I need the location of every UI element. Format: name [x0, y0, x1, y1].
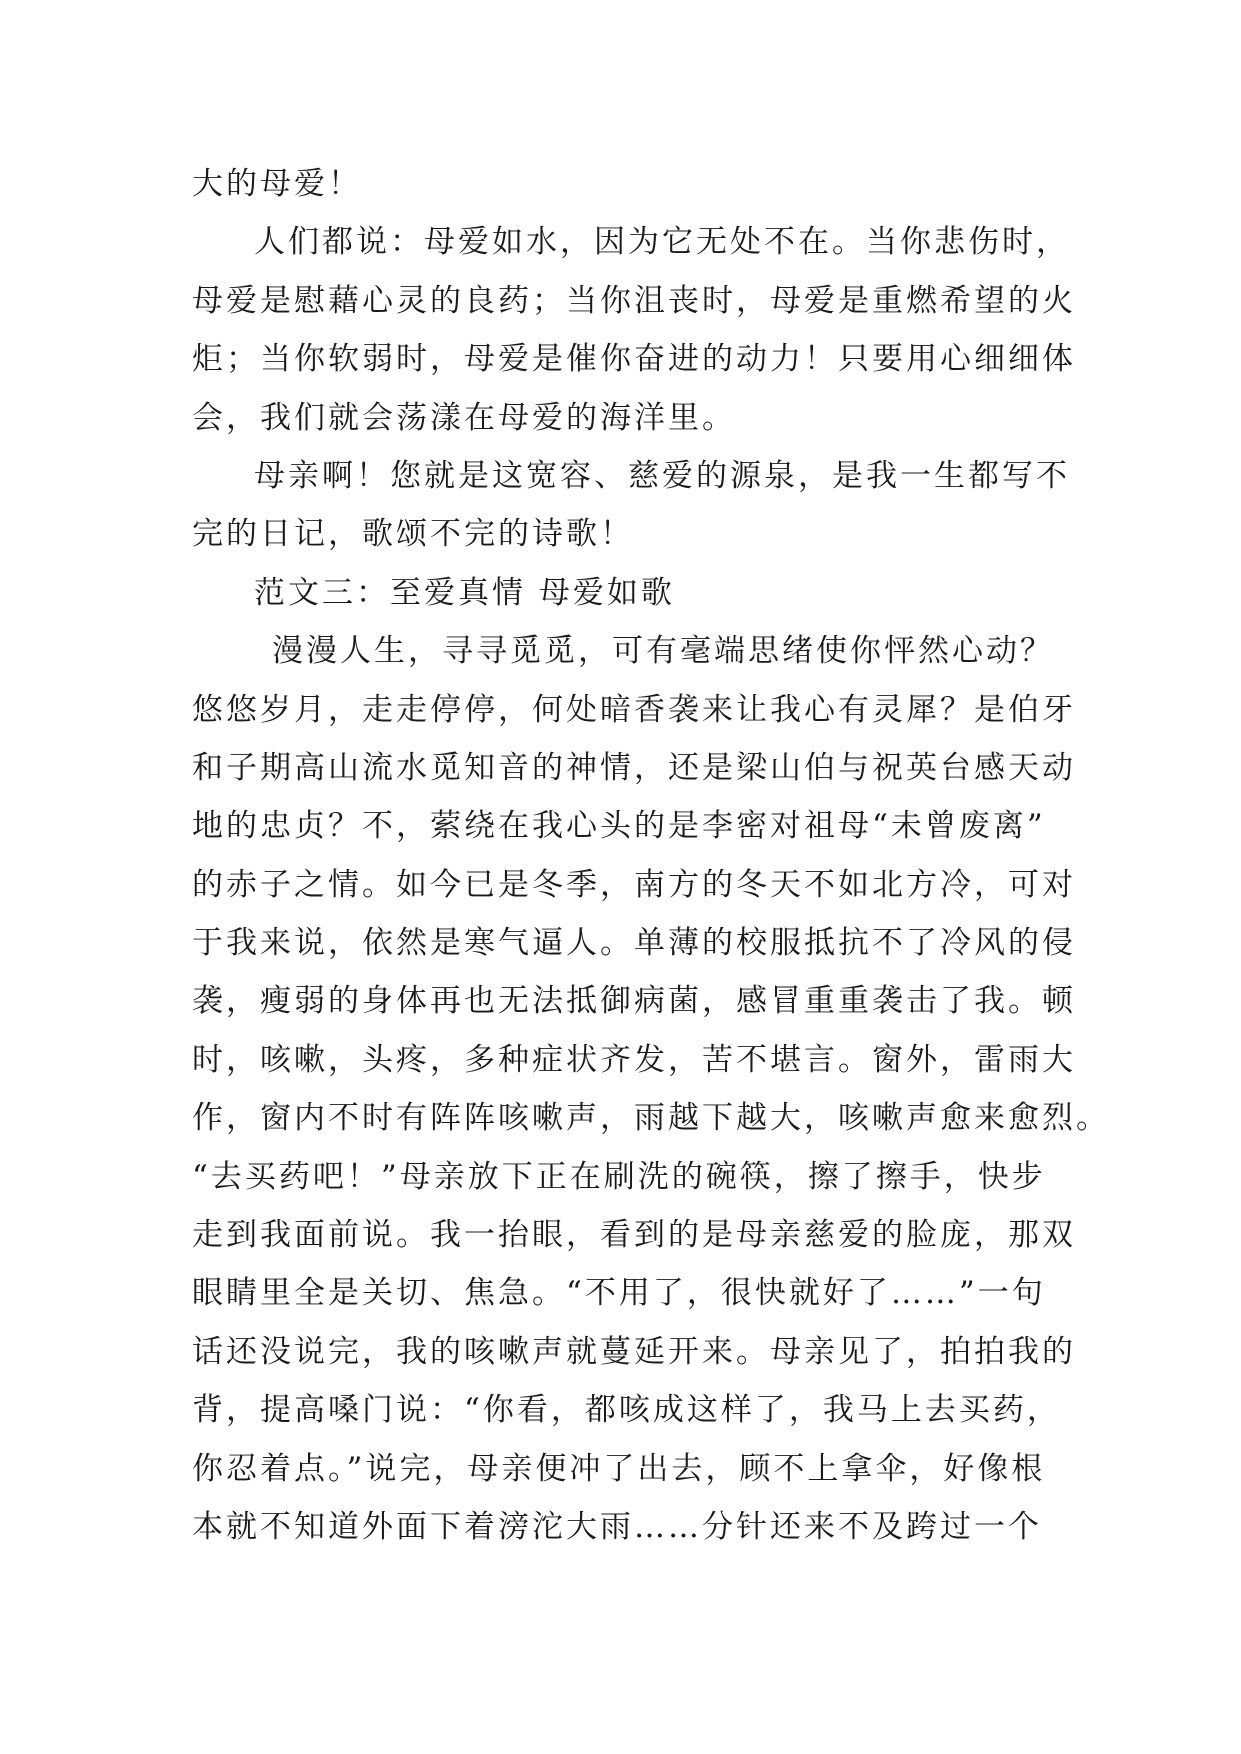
paragraph-start-line: 人们都说：母爱如水，因为它无处不在。当你悲伤时，: [254, 224, 1070, 261]
paragraph-start-line: 母亲啊！您就是这宽容、慈爱的源泉，是我一生都写不: [254, 457, 1070, 494]
text-line: 母爱是慰藉心灵的良药；当你沮丧时，母爱是重燃希望的火: [192, 282, 1076, 319]
text-line: 时，咳嗽，头疼，多种症状齐发，苦不堪言。窗外，雷雨大: [192, 1041, 1076, 1078]
text-line: 背，提高嗓门说：“你看，都咳成这样了，我马上去买药，: [192, 1392, 1061, 1429]
text-line: 本就不知道外面下着滂沱大雨……分针还来不及跨过一个: [192, 1508, 1042, 1545]
text-line: 地的忠贞？不，萦绕在我心头的是李密对祖母“未曾废离”: [192, 808, 1046, 845]
text-line: 话还没说完，我的咳嗽声就蔓延开来。母亲见了，拍拍我的: [192, 1333, 1076, 1370]
text-line: 炬；当你软弱时，母爱是催你奋进的动力！只要用心细细体: [192, 341, 1076, 378]
text-line: “去买药吧！”母亲放下正在刷洗的碗筷，擦了擦手，快步: [192, 1158, 1046, 1195]
text-line: 和子期高山流水觅知音的神情，还是梁山伯与祝英台感天动: [192, 749, 1076, 786]
text-line: 走到我面前说。我一抬眼，看到的是母亲慈爱的脸庞，那双: [192, 1217, 1076, 1254]
text-line: 袭，瘦弱的身体再也无法抵御病菌，感冒重重袭击了我。顿: [192, 983, 1076, 1020]
text-line: 于我来说，依然是寒气逼人。单薄的校服抵抗不了冷风的侵: [192, 925, 1076, 962]
text-line: 大的母爱！: [192, 166, 362, 202]
document-body: [192, 155, 1110, 1556]
text-line: 眼睛里全是关切、焦急。“不用了，很快就好了……”一句: [192, 1275, 1046, 1312]
section-heading: 范文三：至爱真情 母爱如歌: [254, 574, 675, 611]
text-line: 你忍着点。”说完，母亲便冲了出去，顾不上拿伞，好像根: [192, 1450, 1046, 1487]
text-line: 会，我们就会荡漾在母爱的海洋里。: [192, 399, 736, 436]
paragraph-start-line: 漫漫人生，寻寻觅觅，可有毫端思绪使你怦然心动？: [272, 633, 1054, 670]
text-line: 作，窗内不时有阵阵咳嗽声，雨越下越大，咳嗽声愈来愈烈。: [192, 1100, 1110, 1137]
text-line: 的赤子之情。如今已是冬季，南方的冬天不如北方冷，可对: [192, 866, 1076, 903]
text-line: 完的日记，歌颂不完的诗歌！: [192, 516, 634, 553]
text-line: 悠悠岁月，走走停停，何处暗香袭来让我心有灵犀？是伯牙: [192, 691, 1076, 728]
